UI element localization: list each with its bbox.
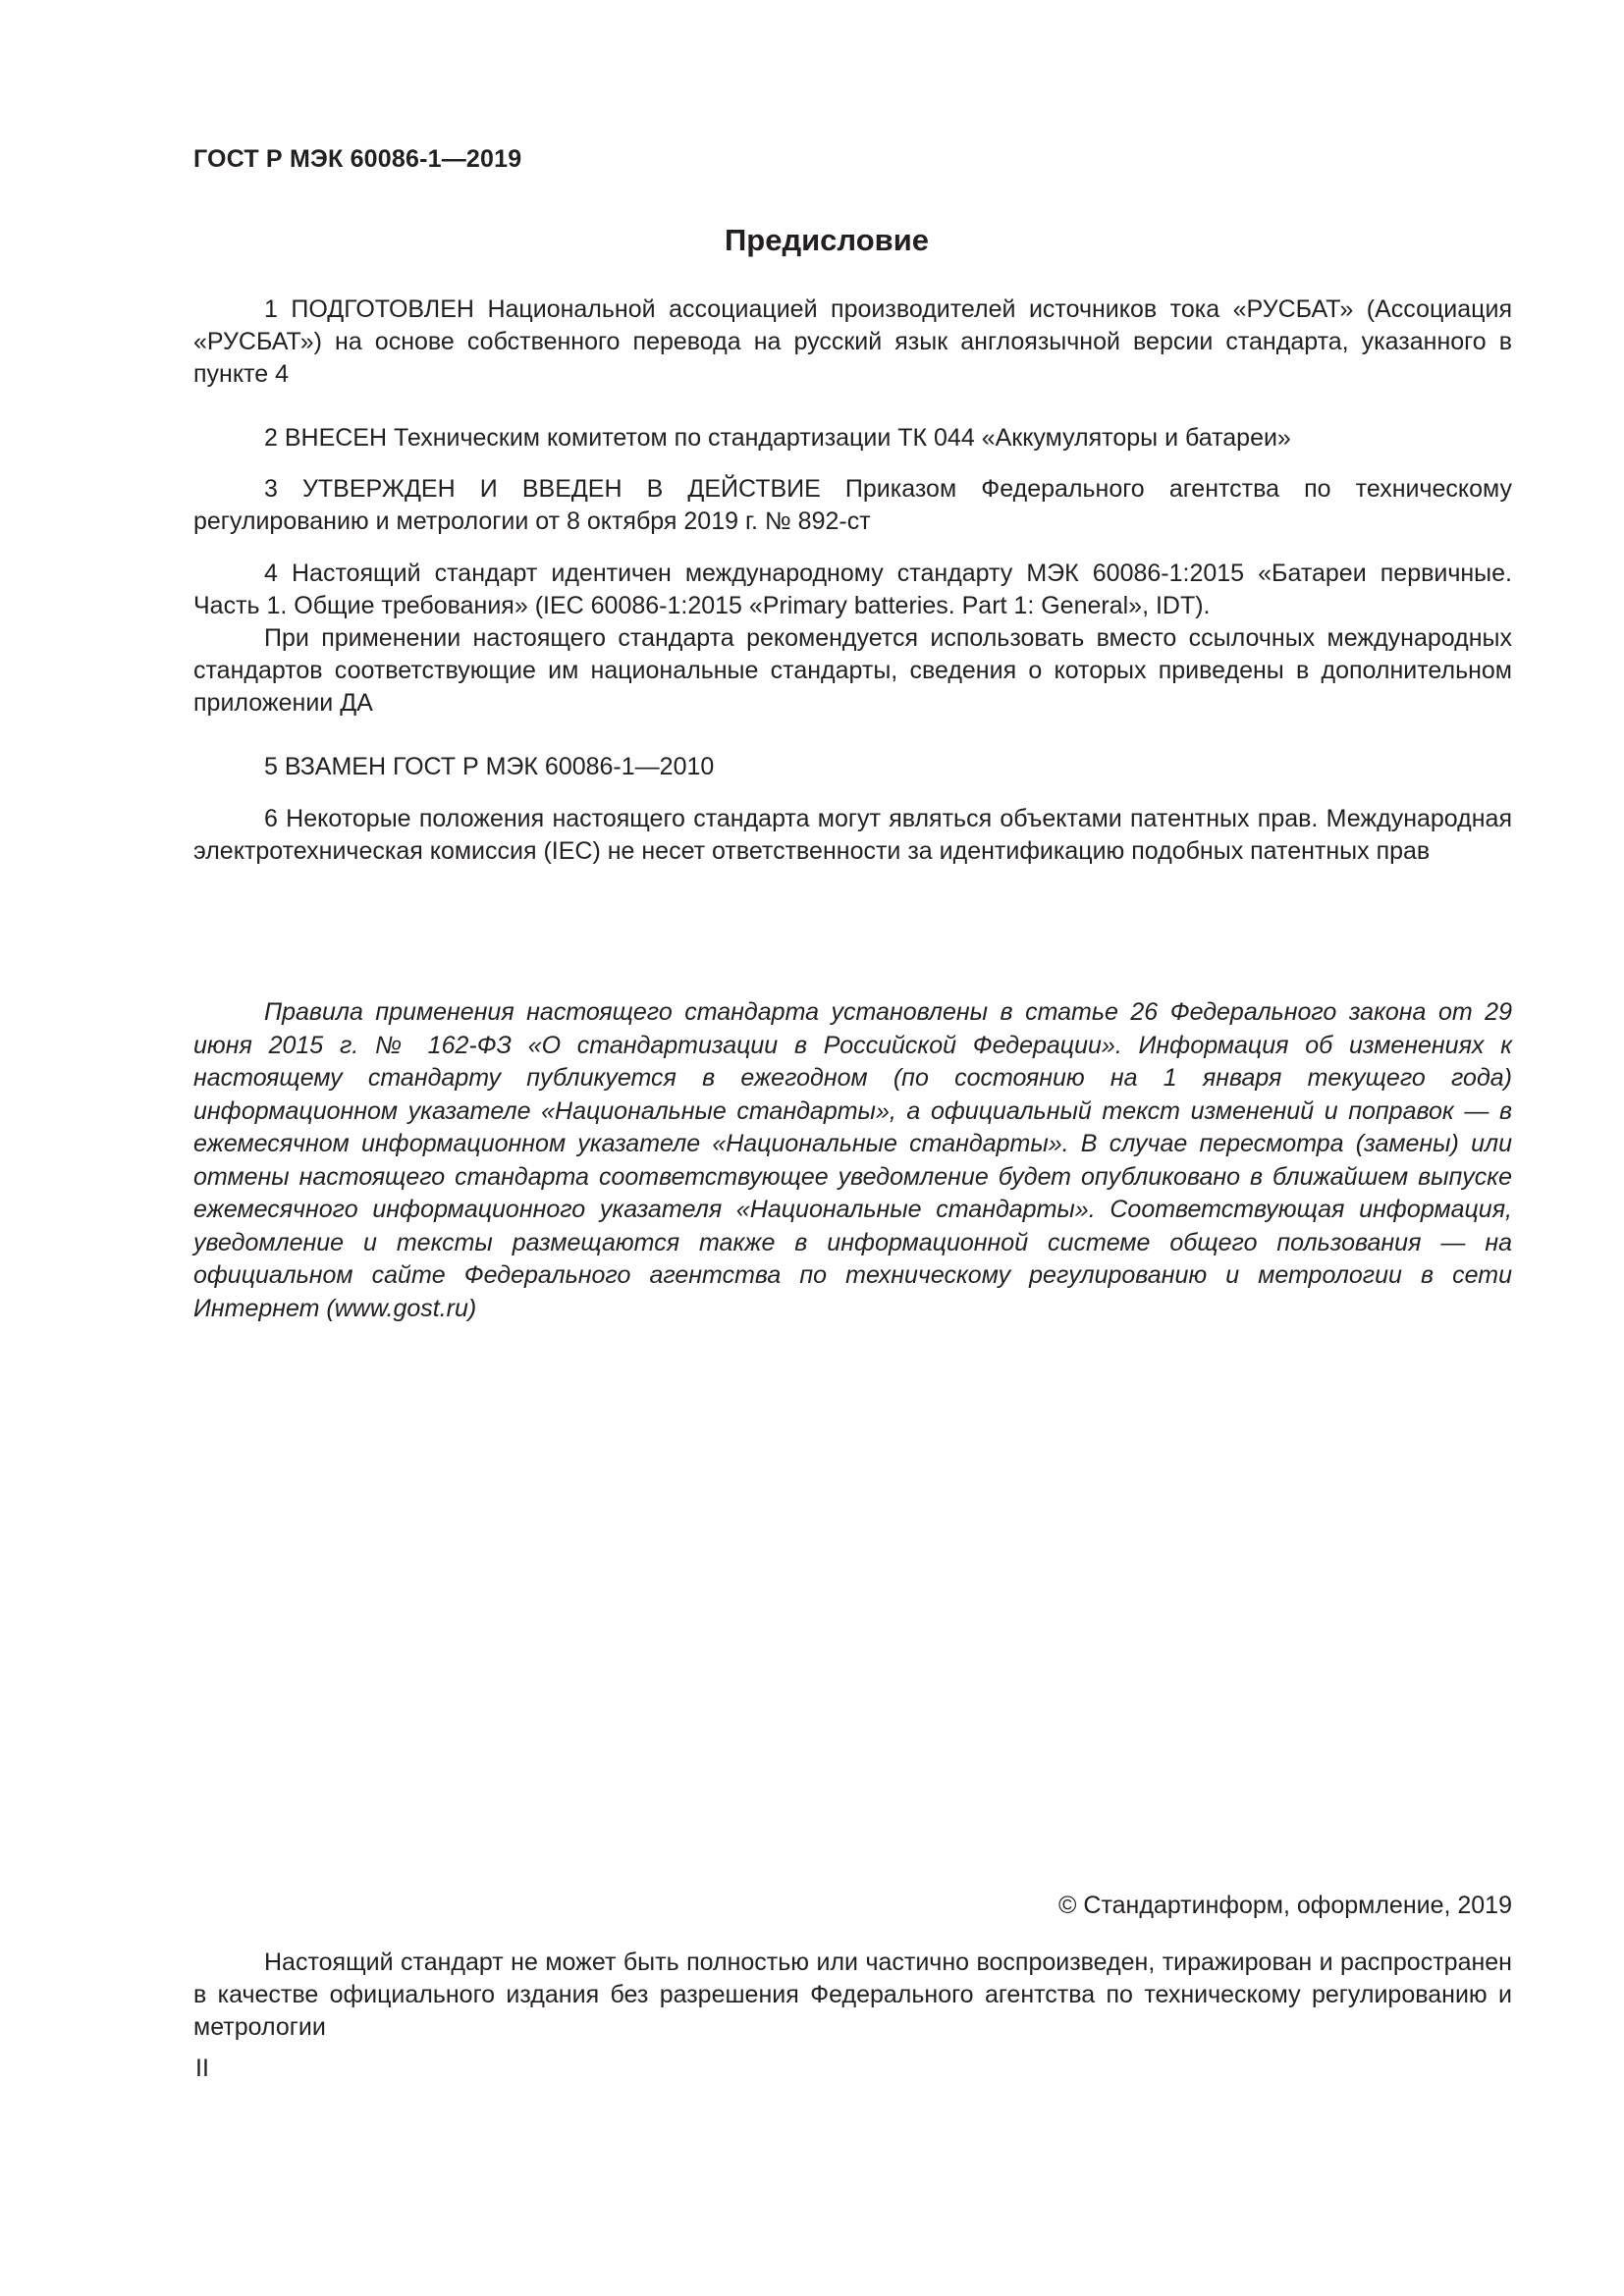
preface-title: Предисловие [724,223,929,257]
preface-item-4 [193,558,1512,720]
preface-item-6 [193,803,1512,868]
preface-item-5-text: 5 ВЗАМЕН ГОСТ Р МЭК 60086-1—2010 [264,753,715,780]
preface-item-2-text: 2 ВНЕСЕН Техническим комитетом по стандартизации ТК 044 «Аккумуляторы и батареи» [264,424,1291,452]
preface-item-1 [193,294,1512,391]
document-code-header: ГОСТ Р МЭК 60086-1—2019 [193,145,522,173]
preface-item-2 [193,422,1512,454]
preface-item-1-text: 1 ПОДГОТОВЛЕН Национальной ассоциацией производителей источников тока «РУСБАТ» (Ассоциация «РУСБАТ») на основе собственного перевода на русский язык англоязычной версии стандарта, указанного в пункте 4 [193,295,1512,388]
preface-item-3-text: 3 УТВЕРЖДЕН И ВВЕДЕН В ДЕЙСТВИЕ Приказом Федерального агентства по техническому регулированию и метрологии от 8 октября 2019 г. № 892-ст [193,475,1512,535]
preface-item-6-text: 6 Некоторые положения настоящего стандарта могут являться объектами патентных прав. Международная электротехническая комиссия (IEC) не несет ответственности за идентификацию подобных патентных прав [193,805,1512,865]
copyright-line: © Стандартинформ, оформление, 2019 [1058,1892,1512,1919]
application-rules-notice [193,996,1512,1325]
page-number: II [195,2055,209,2082]
preface-item-5 [193,751,1512,783]
reproduction-notice [193,1947,1512,2044]
preface-item-3 [193,473,1512,538]
reproduction-notice-text: Настоящий стандарт не может быть полностью или частично воспроизведен, тиражирован и распространен в качестве официального издания без разрешения Федерального агентства по техническому регулированию и метрологии [193,1949,1512,2041]
preface-item-4-note: При применении настоящего стандарта рекомендуется использовать вместо ссылочных международных стандартов соответствующие им национальные стандарты, сведения о которых приведены в дополнительном приложении ДА [193,624,1512,717]
preface-item-4-text: 4 Настоящий стандарт идентичен международному стандарту МЭК 60086-1:2015 «Батареи первичные. Часть 1. Общие требования» (IEC 60086-1:2015 «Primary batteries. Part 1: General», IDT). [193,560,1512,619]
application-rules-text: Правила применения настоящего стандарта установлены в статье 26 Федерального закона от 29 июня 2015 г. № 162-ФЗ «О стандартизации в Российской Федерации». Информация об изменениях к настоящему стандарту публикуется в ежегодном (по состоянию на 1 января текущего года) информационном указателе «Национальные стандарты», а официальный текст изменений и поправок — в ежемесячном информационном указателе «Национальные стандарты». В случае пересмотра (замены) или отмены настоящего стандарта соответствующее уведомление будет опубликовано в ближайшем выпуске ежемесячного информационного указателя «Национальные стандарты». Соответствующая информация, уведомление и тексты размещаются также в информационной системе общего пользования — на официальном сайте Федерального агентства по техническому регулированию и метрологии в сети Интернет (www.gost.ru) [193,998,1512,1322]
